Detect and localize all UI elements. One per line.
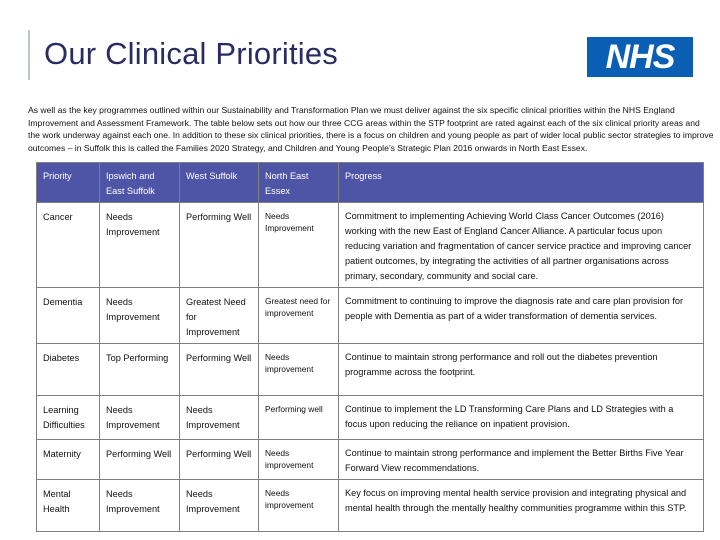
cell-ipswich: Needs Improvement: [100, 396, 180, 440]
clinical-priorities-table: [36, 162, 704, 532]
table-row: [37, 288, 704, 344]
cell-west-suffolk: Greatest Need for Improvement: [180, 288, 259, 344]
cell-priority: Mental Health: [37, 480, 100, 532]
cell-ipswich: Top Performing: [100, 344, 180, 396]
table-row: [37, 344, 704, 396]
intro-paragraph: As well as the key programmes outlined within our Sustainability and Transformation Plan we must deliver against the six specific clinical priorities within the NHS England Improvement and Assessment Framework. The table below sets out how our three CCG areas within the STP footprint are rated against each of the six clinical priority areas and the work underway against each one. In addition to these six clinical priorities, there is a focus on children and young people as part of wider local public sector strategies to improve outcomes – in Suffolk this is called the Families 2020 Strategy, and Children and Young People’s Strategic Plan 2016 onwards in North East Essex.: [28, 105, 714, 153]
column-header-progress: Progress: [339, 163, 704, 203]
cell-progress: Continue to maintain strong performance and implement the Better Births Five Year Forward View recommendations.: [339, 440, 704, 480]
cell-progress: Key focus on improving mental health service provision and integrating physical and mental health through the mentally healthy communities programme within this STP.: [339, 480, 704, 532]
cell-west-suffolk: Performing Well: [180, 203, 259, 288]
table-row: [37, 480, 704, 532]
cell-west-suffolk: Needs Improvement: [180, 396, 259, 440]
cell-priority: Cancer: [37, 203, 100, 288]
column-header-priority: Priority: [37, 163, 100, 203]
cell-ne-essex: Needs Improvement: [259, 203, 339, 288]
cell-ne-essex: Greatest need for improvement: [259, 288, 339, 344]
cell-progress: Commitment to implementing Achieving World Class Cancer Outcomes (2016) working with the new East of England Cancer Alliance. A particular focus upon reducing variation and fragmentation of cancer service practice and improving cancer patient outcomes, by integrating the activities of all partner organisations across primary, secondary, community and social care.: [339, 203, 704, 288]
table-row: [37, 396, 704, 440]
page-title: Our Clinical Priorities: [44, 36, 338, 71]
cell-progress: Continue to maintain strong performance and roll out the diabetes prevention programme across the footprint.: [339, 344, 704, 396]
table-header-row: [37, 163, 704, 203]
cell-priority: Dementia: [37, 288, 100, 344]
column-header-west-suffolk: West Suffolk: [180, 163, 259, 203]
table-row: [37, 440, 704, 480]
table-row: [37, 203, 704, 288]
cell-west-suffolk: Needs Improvement: [180, 480, 259, 532]
cell-priority: Learning Difficulties: [37, 396, 100, 440]
cell-ne-essex: Needs improvement: [259, 440, 339, 480]
cell-progress: Commitment to continuing to improve the diagnosis rate and care plan provision for people with Dementia as part of a wider transformation of dementia services.: [339, 288, 704, 344]
cell-west-suffolk: Performing Well: [180, 344, 259, 396]
cell-ne-essex: Performing well: [259, 396, 339, 440]
cell-ipswich: Performing Well: [100, 440, 180, 480]
cell-ipswich: Needs Improvement: [100, 288, 180, 344]
nhs-logo: NHS: [587, 37, 693, 77]
cell-west-suffolk: Performing Well: [180, 440, 259, 480]
cell-ne-essex: Needs improvement: [259, 344, 339, 396]
cell-ipswich: Needs Improvement: [100, 480, 180, 532]
cell-ipswich: Needs Improvement: [100, 203, 180, 288]
cell-progress: Continue to implement the LD Transforming Care Plans and LD Strategies with a focus upon reducing the reliance on inpatient provision.: [339, 396, 704, 440]
cell-ne-essex: Needs improvement: [259, 480, 339, 532]
cell-priority: Diabetes: [37, 344, 100, 396]
cell-priority: Maternity: [37, 440, 100, 480]
column-header-ipswich: Ipswich and East Suffolk: [100, 163, 180, 203]
title-accent-rule: [28, 30, 30, 80]
column-header-ne-essex: North East Essex: [259, 163, 339, 203]
